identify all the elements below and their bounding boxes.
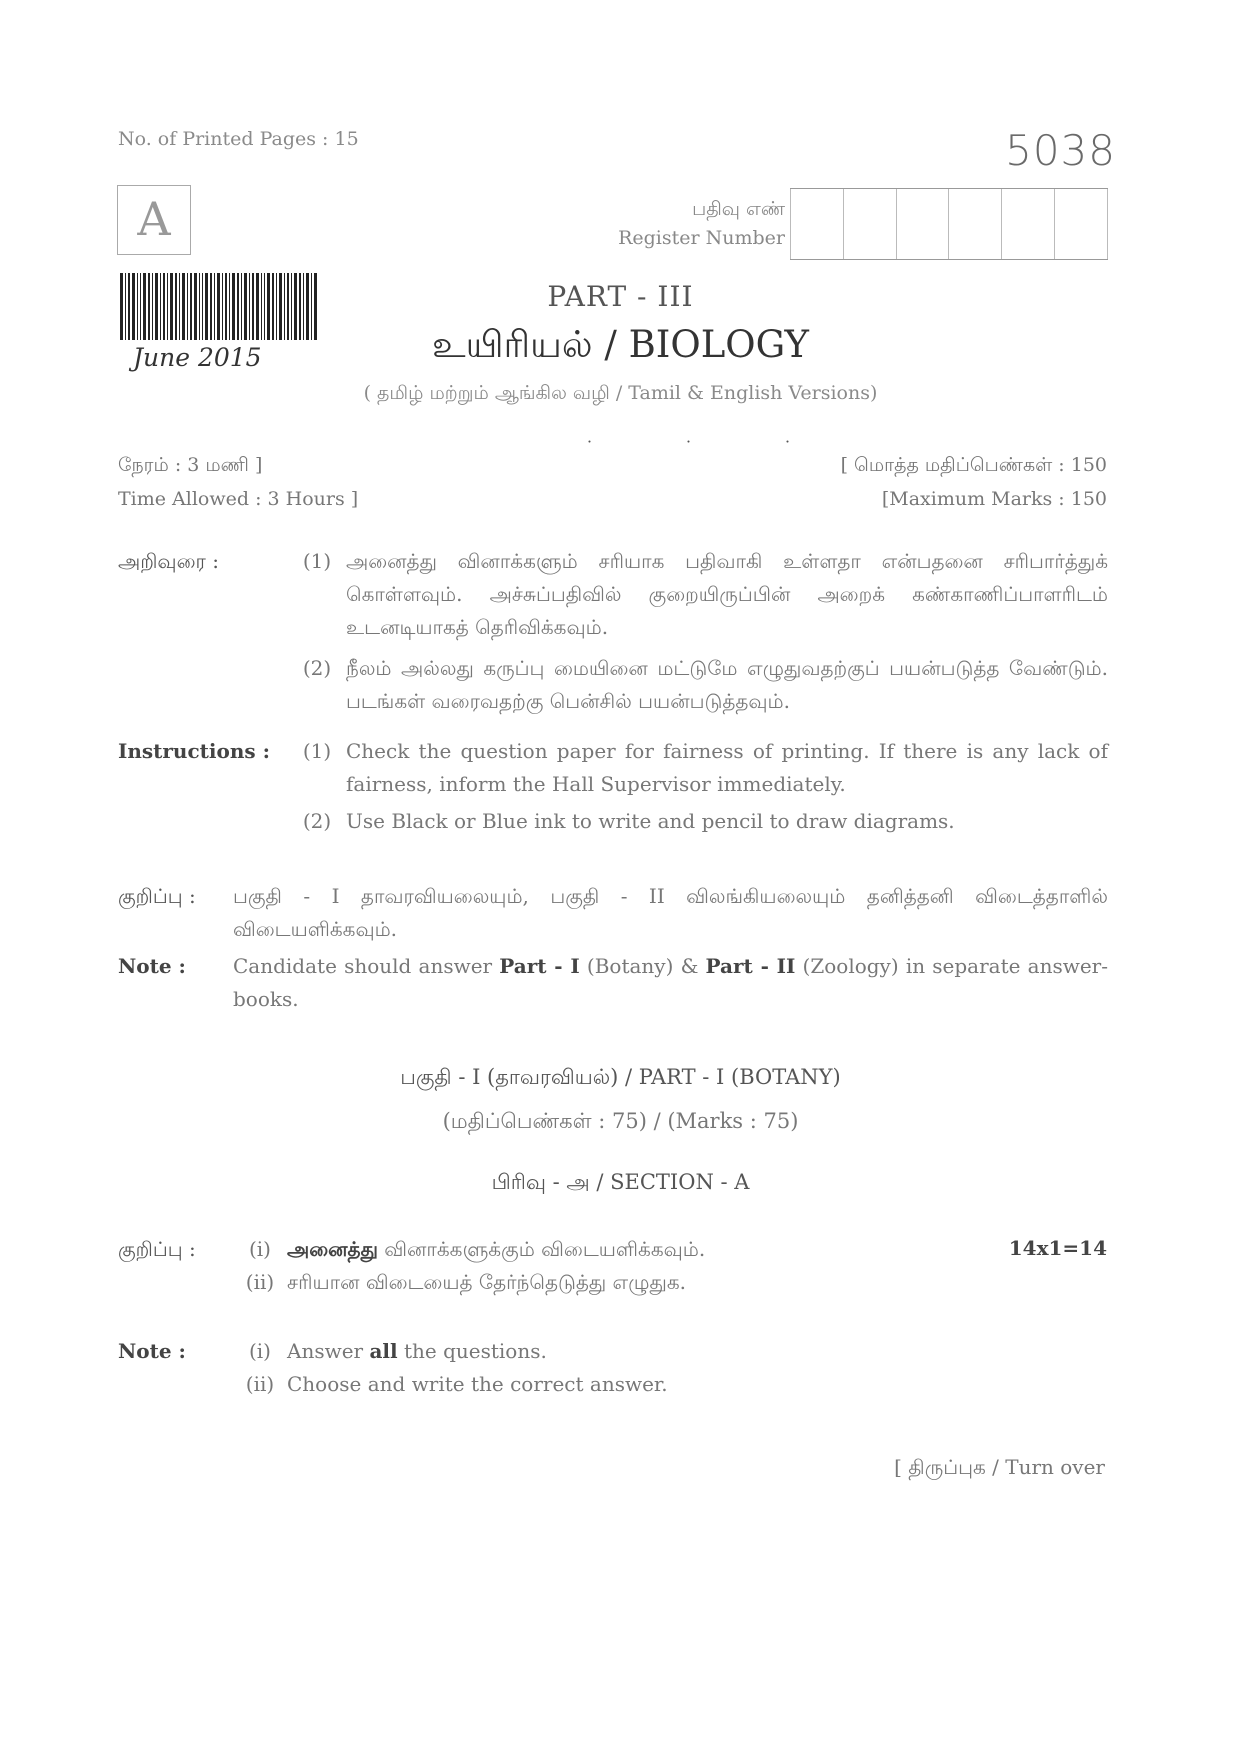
subject-title: உயிரியல் / BIOLOGY (432, 323, 809, 366)
register-number-label (560, 195, 785, 253)
section-a-title: பிரிவு - அ / SECTION - A (491, 1170, 750, 1194)
section-note-tamil-label: குறிப்பு : (118, 1237, 196, 1261)
instruction-text: Use Black or Blue ink to write and pencil to draw diagrams. (346, 809, 955, 833)
time-english: Time Allowed : 3 Hours ] (118, 488, 359, 510)
instruction-text: நீலம் அல்லது கருப்பு மையினை மட்டுமே எழுதுவதற்குப் பயன்படுத்த வேண்டும். படங்கள் வரைவதற்கு பென்சில் பயன்படுத்தவும். (346, 656, 1108, 713)
versions-note: ( தமிழ் மற்றும் ஆங்கில வழி / Tamil & English Versions) (363, 382, 878, 404)
register-digit-box[interactable] (790, 189, 844, 259)
series-box (117, 185, 191, 255)
register-digit-box[interactable] (897, 189, 950, 259)
note-tamil (118, 880, 1108, 946)
register-number-boxes[interactable] (790, 188, 1108, 260)
section-note-tamil: குறிப்பு : (i) அனைத்து வினாக்களுக்கும் விடையளிக்கவும். (ii) சரியான விடையைத் தேர்ந்தெடுத்து எழுதுக. (118, 1233, 1108, 1299)
part-one-marks: (மதிப்பெண்கள் : 75) / (Marks : 75) (442, 1109, 799, 1133)
printed-pages: No. of Printed Pages : 15 (118, 128, 359, 150)
turn-over: [ திருப்புக / Turn over (894, 1455, 1105, 1479)
time-tamil: நேரம் : 3 மணி ] (118, 454, 263, 476)
note-english-text: Candidate should answer Part - I (Botany) & Part - II (Zoology) in separate answer-books. (233, 954, 1108, 1011)
instruction-number: (1) (302, 739, 332, 763)
register-digit-box[interactable] (1055, 189, 1108, 259)
section-note-english-label: Note : (118, 1339, 186, 1363)
note-tamil-label: குறிப்பு : (118, 884, 196, 908)
register-digit-box[interactable] (949, 189, 1002, 259)
note-tamil-text: பகுதி - I தாவரவியலையும், பகுதி - II விலங்கியலையும் தனித்தனி விடைத்தாளில் விடையளிக்கவும். (233, 884, 1108, 941)
part-title: PART - III (547, 280, 694, 313)
section-note-text: Choose and write the correct answer. (287, 1372, 668, 1396)
section-marks: 14x1=14 (1008, 1236, 1107, 1260)
series-letter: A (137, 192, 171, 246)
register-label-tamil: பதிவு எண் (692, 198, 785, 220)
instruction-number: (1) (302, 549, 332, 573)
instruction-text: அனைத்து வினாக்களும் சரியாக பதிவாகி உள்ளதா என்பதனை சரிபார்த்துக் கொள்ளவும். அச்சுப்பதிவில் குறையிருப்பின் அறைக் கண்காணிப்பாளரிடம் உடனடியாகத் தெரிவிக்கவும். (346, 549, 1108, 639)
section-note-english: Note : (i) Answer all the questions. (ii) Choose and write the correct answer. (118, 1335, 1108, 1401)
section-note-text: Answer all the questions. (287, 1339, 547, 1363)
marks-tamil: [ மொத்த மதிப்பெண்கள் : 150 (840, 454, 1107, 476)
instructions-english (118, 735, 1108, 838)
instruction-text: Check the question paper for fairness of printing. If there is any lack of fairness, inform the Hall Supervisor immediately. (346, 739, 1108, 796)
maximum-marks (841, 448, 1107, 516)
section-note-text: சரியான விடையைத் தேர்ந்தெடுத்து எழுதுக. (287, 1270, 687, 1294)
part-one-heading: பகுதி - I (தாவரவியல்) / PART - I (BOTANY) (400, 1065, 841, 1089)
note-english-label: Note : (118, 954, 186, 978)
time-allowed (118, 448, 358, 516)
register-digit-box[interactable] (1002, 189, 1055, 259)
instruction-number: (2) (302, 809, 332, 833)
note-english (118, 950, 1108, 1016)
instructions-english-label: Instructions : (118, 739, 270, 763)
register-label-english: Register Number (618, 227, 785, 249)
paper-code: 5038 (1005, 126, 1116, 175)
instructions-tamil-label: அறிவுரை : (118, 549, 219, 573)
section-note-text: அனைத்து வினாக்களுக்கும் விடையளிக்கவும். (287, 1237, 706, 1261)
marks-english: [Maximum Marks : 150 (881, 488, 1107, 510)
decorative-dots: ˙˙˙ (585, 438, 882, 459)
exam-date: June 2015 (133, 343, 262, 372)
register-digit-box[interactable] (844, 189, 897, 259)
instructions-tamil (118, 545, 1108, 718)
instruction-number: (2) (302, 656, 332, 680)
